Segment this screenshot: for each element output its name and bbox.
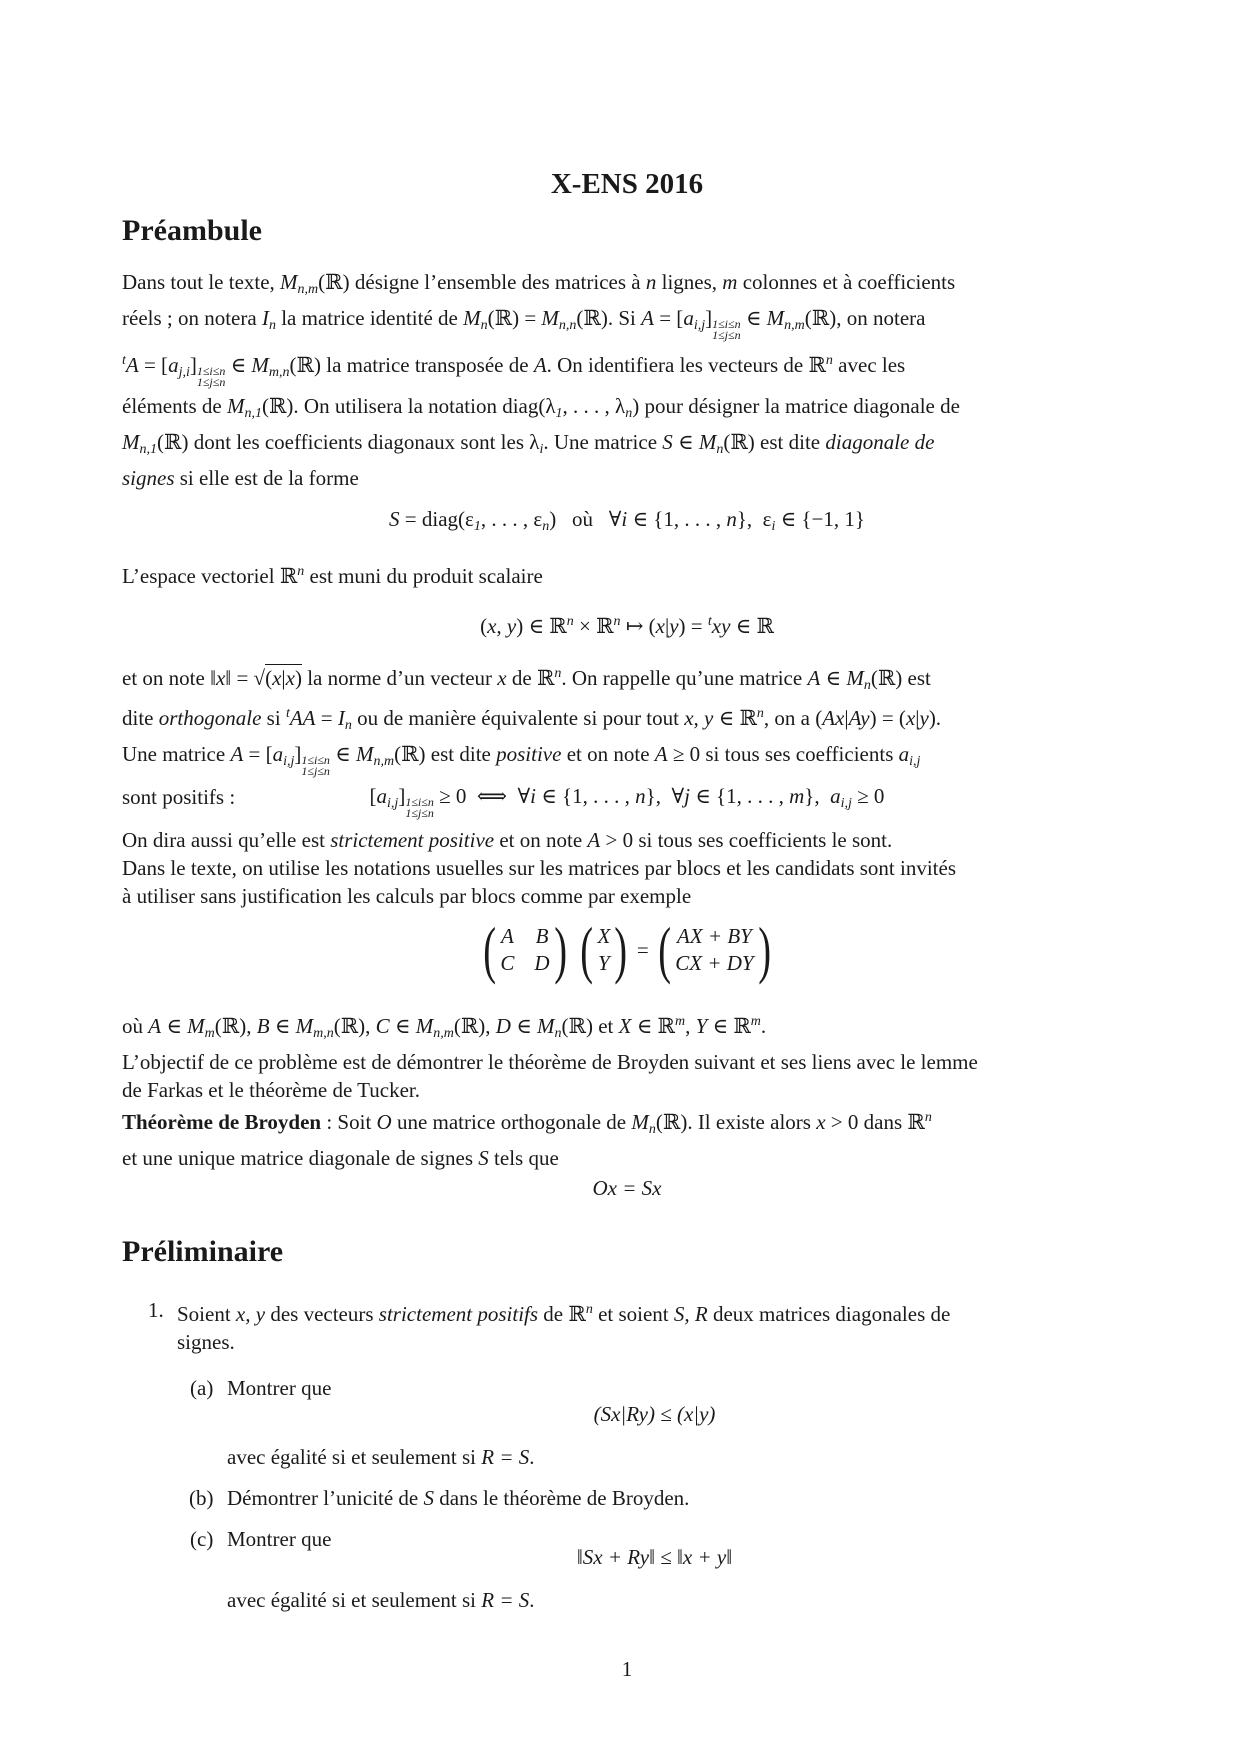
theorem-line2: et une unique matrice diagonale de signes S tels que	[122, 1146, 559, 1170]
question-1c-label: (c)	[190, 1527, 214, 1551]
matrix-abcd: ( A B C D )	[483, 914, 567, 985]
question-1a-condition: avec égalité si et seulement si R = S.	[227, 1445, 535, 1469]
question-1-text	[177, 1296, 1132, 1356]
norm-line2: dite orthogonale si $^tAA = I_n$ ou de manière équivalente si pour tout x, y ∈ ℝ$^n$, on a (Ax|Ay) = (x|y).	[122, 706, 942, 733]
question-1a-label: (a)	[190, 1376, 214, 1400]
equation-scalar-product: (x, y) ∈ ℝ$^n$ × ℝ$^n$ ↦ (x|y) = $^t$xy ∈ ℝ	[480, 614, 774, 638]
theorem-label: Théorème de Broyden	[122, 1110, 322, 1134]
document-title: X-ENS 2016	[550, 168, 704, 200]
question-1c-text: Montrer que	[227, 1527, 332, 1551]
equation-positive: $[a_{i,j}]1\le i\le n$ 1≤j≤n ≥ 0 ⟺ ∀i ∈ {1, . . . , n}, ∀j ∈ {1, . . . , m}, $a_{i,j} \ge 0$	[369, 784, 885, 820]
objectif-line2: de Farkas et le théorème de Tucker.	[122, 1078, 420, 1102]
p1-line3: $^tA = [a_{j,i}]1\le i\le n$ 1≤j≤n ∈ $M_{m,n}(ℝ)$ la matrice transposée de A. On identifiera les vecteurs de ℝ$^n$ avec les	[122, 353, 906, 389]
vector-result: ( AX + BY CX + DY )	[658, 914, 771, 985]
question-1b-label: (b)	[189, 1486, 214, 1510]
paragraph-strict	[122, 826, 1132, 910]
p1-line1: Dans tout le texte, $M_{n,m}(ℝ)$ désigne l’ensemble des matrices à n lignes, m colonnes et à coefficients	[122, 270, 956, 297]
norm-line4: sont positifs :	[122, 785, 236, 809]
theorem-line1: Théorème de Broyden : Soit O une matrice orthogonale de $M_n(ℝ)$. Il existe alors x > 0 dans ℝ$^n$	[122, 1110, 932, 1137]
paragraph-espace: L’espace vectoriel ℝ$^n$ est muni du produit scalaire	[122, 564, 543, 588]
blocs-line2: à utiliser sans justification les calculs par blocs comme par exemple	[122, 884, 692, 908]
question-1-number: 1.	[148, 1298, 164, 1322]
strict-line: On dira aussi qu’elle est strictement positive et on note A > 0 si tous ses coefficients le sont.	[122, 828, 893, 852]
question-1b-text: Démontrer l’unicité de S dans le théorème de Broyden.	[227, 1486, 690, 1510]
section-heading-preliminaire: Préliminaire	[122, 1235, 284, 1268]
objectif-line1: L’objectif de ce problème est de démontrer le théorème de Broyden suivant et ses liens avec le lemme	[122, 1050, 978, 1074]
question-1a-equation: (Sx|Ry) ≤ (x|y)	[593, 1402, 716, 1426]
p1-line6: signes si elle est de la forme	[122, 466, 359, 490]
paragraph-objectif	[122, 1008, 1132, 1172]
equation-broyden: Ox = Sx	[592, 1176, 662, 1200]
equation-block-matrix: ( A B C D ) ( X Y ) = ( AX + BY CX + DY )	[122, 918, 1132, 982]
norm-line1: et on note ‖x‖ = √(x|x) la norme d’un vecteur x de ℝ$^n$. On rappelle qu’une matrice A ∈ $M_n(ℝ)$ est	[122, 666, 931, 693]
p1-line4: éléments de $M_{n,1}(ℝ)$. On utilisera la notation $diag(\lambda_1$, . . . , $\lambda_n$) pour désigner la matrice diagonale de	[122, 394, 960, 421]
q1-line2: signes.	[177, 1330, 235, 1354]
ou-line: où A ∈ $M_m(ℝ)$, B ∈ $M_{m,n}(ℝ)$, C ∈ $M_{n,m}(ℝ)$, D ∈ $M_n(ℝ)$ et X ∈ ℝ$^m$, Y ∈ ℝ$^m$.	[122, 1014, 767, 1041]
p1-line5: $M_{n,1}(ℝ)$ dont les coefficients diagonaux sont les $\lambda_i$. Une matrice S ∈ $M_n(ℝ)$ est dite diagonale de	[122, 430, 935, 457]
section-heading-preambule: Préambule	[122, 214, 262, 247]
vector-xy: ( X Y )	[580, 914, 628, 985]
page-number: 1	[621, 1657, 633, 1681]
q1-line1: Soient x, y des vecteurs strictement positifs de ℝ$^n$ et soient S, R deux matrices diagonales de	[177, 1302, 951, 1326]
norm-line3: Une matrice $A = [a_{i,j}]1\le i\le n$ 1≤j≤n ∈ $M_{n,m}(ℝ)$ est dite positive et on note A ≥ 0 si tous ses coefficients $a_{i,j}$	[122, 742, 921, 778]
equation-sign-matrix: $S = diag(\varepsilon_1$, . . . , $\varepsilon_n$) où ∀i ∈ {1, . . . , n}, $\varepsilon_i$ ∈ {−1, 1}	[389, 507, 865, 534]
question-1a-text: Montrer que	[227, 1376, 332, 1400]
paragraph-notation	[122, 268, 1132, 492]
question-1c-equation: ‖Sx + Ry‖ ≤ ‖x + y‖	[576, 1545, 733, 1569]
blocs-line1: Dans le texte, on utilise les notations usuelles sur les matrices par blocs et les candidats sont invités	[122, 856, 956, 880]
question-1c-condition: avec égalité si et seulement si R = S.	[227, 1588, 535, 1612]
p1-line2: réels ; on notera $I_n$ la matrice identité de $M_n(ℝ)$ = $M_{n,n}(ℝ)$. Si $A = [a_{i,j}]1\le i\le n$ 1≤j≤n ∈ $M_{n,m}(ℝ)$, on notera	[122, 306, 926, 342]
